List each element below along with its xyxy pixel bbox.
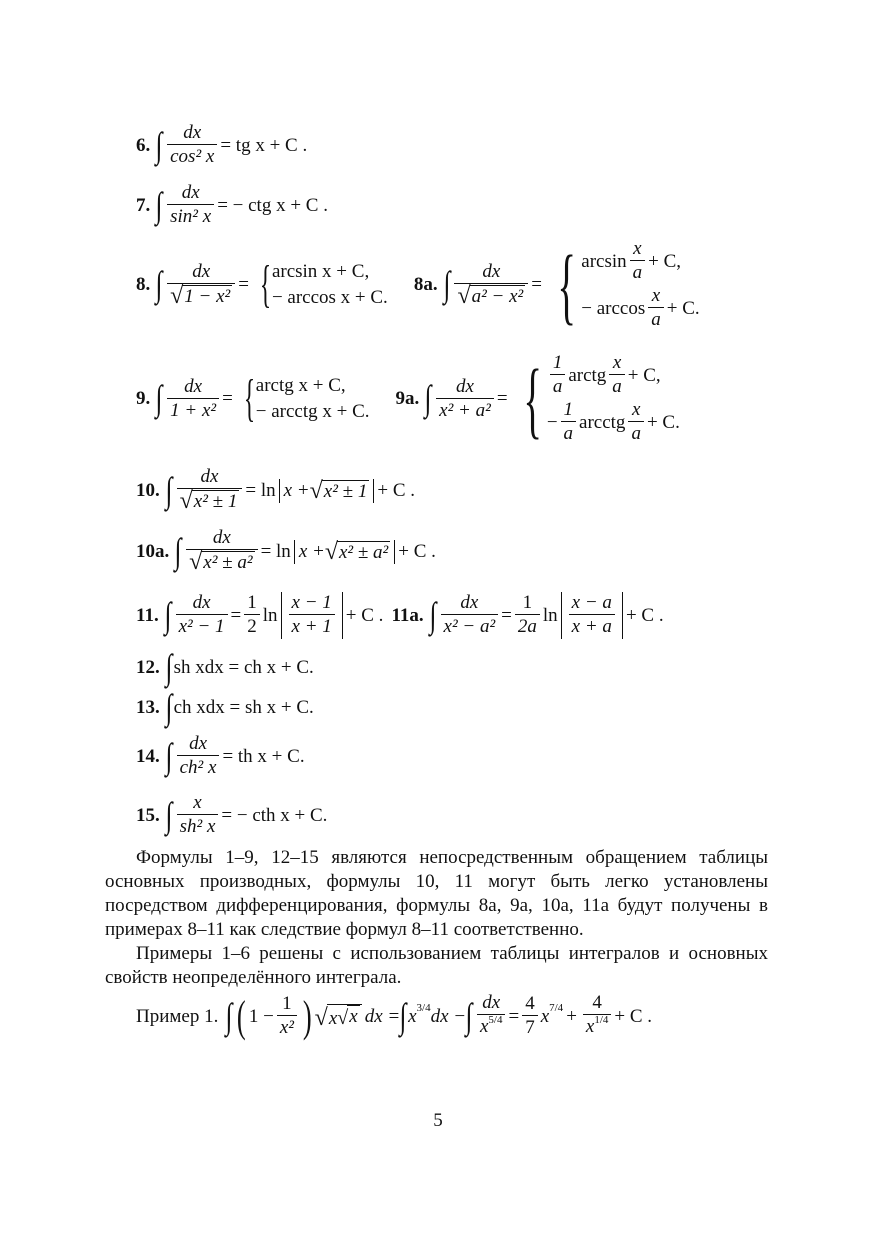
numerator: dx xyxy=(181,182,200,203)
integral-sign: ∫ xyxy=(155,184,163,225)
cases: { arcsin x + C, − arccos x + C. xyxy=(259,256,388,313)
case-line: arcsin x + C, xyxy=(271,261,370,282)
example-1: Пример 1. ∫ ( 1 − $\frac{1}{\text{x²}}$ ) √ x √ x dx = ∫ x 3/4 dx − ∫ $\frac{dx}{x^{5/4}}$ = $\frac{4}{7}$ x 7/4 + $\frac{4}{x^{1/4}}$ + C . xyxy=(136,991,653,1041)
rhs: = − ctg x + C . xyxy=(217,194,328,216)
formula-number: 9. xyxy=(136,388,151,409)
formula-number: 12. xyxy=(136,657,160,678)
formula-10a: 10a. ∫ dx √ x² ± a² = ln x + √ x² ± a² + C . xyxy=(136,527,436,575)
formula-11: 11. ∫ $\frac{dx}{\text{x² − 1}}$ = $\frac{1}{2}$ ln $\frac{x - 1}{x + 1}$ + C . 11a. ∫ $\frac{dx}{\text{x² − a²}}$ = $\frac{1}{2a}$ ln $\frac{x - a}{x + a}$ + C . xyxy=(136,592,664,637)
paragraph-2: Примеры 1–6 решены с использованием таблицы интегралов и основных свойств неопределённого интеграла. xyxy=(105,943,768,988)
formula-15: 15. ∫ $\frac{x}{\text{sh² x}}$ = − cth x + C. xyxy=(136,792,328,837)
formula-number: 14. xyxy=(136,745,160,767)
integral-sign: ∫ xyxy=(155,264,163,304)
formula-number: 7. xyxy=(136,194,151,216)
formula-14: 14. ∫ $\frac{dx}{\text{ch² x}}$ = th x + C. xyxy=(136,733,305,778)
cases: { arcsin $\frac{x}{a}$ + C, − arccos $\frac{x}{a}$ + C. xyxy=(557,237,700,333)
cases: { arctg x + C, − arcctg x + C. xyxy=(243,370,370,427)
denominator: cos² x xyxy=(167,144,217,169)
fraction xyxy=(167,122,217,169)
formula-number: 8. xyxy=(136,274,151,295)
formula-12: 12. ∫ sh xdx = ch x + C. xyxy=(136,647,314,687)
paragraph-1: Формулы 1–9, 12–15 являются непосредственным обращением таблицы основных производных, формулы 10, 11 могут быть легко установлены посредством дифференцирования, формулы 8a, 9a, 10a, 11a будут получены в примерах 8–11 как следствие формул 8–11 соответственно. xyxy=(105,847,768,940)
integral-sign: ∫ xyxy=(155,378,163,418)
formula-number: 15. xyxy=(136,804,160,826)
fraction: $\frac{dx}{\text{1 + x²}}$ xyxy=(167,376,219,423)
formula-number: 10a. xyxy=(136,540,170,562)
formula-number: 8a. xyxy=(413,274,438,295)
formula-number: 6. xyxy=(136,134,151,156)
numerator: dx xyxy=(183,122,202,143)
integral-sign: ∫ xyxy=(155,124,163,165)
example-label: Пример 1. xyxy=(136,1005,219,1027)
denominator: √ 1 − x² xyxy=(167,283,235,310)
integral-sign: ∫ xyxy=(424,378,432,418)
fraction xyxy=(167,182,214,229)
denominator: sin² x xyxy=(167,204,214,229)
formula-number: 10. xyxy=(136,479,160,501)
formula-number: 9a. xyxy=(395,388,420,409)
integral-sign: ∫ xyxy=(443,264,450,304)
formula-13: 13. ∫ ch xdx = sh x + C. xyxy=(136,687,314,727)
page-number: 5 xyxy=(433,1110,443,1131)
case-line: − arccos x + C. xyxy=(271,287,388,308)
formula-number: 13. xyxy=(136,697,160,718)
formula-10: 10. ∫ dx √ x² ± 1 = ln x + √ x² ± 1 + C . xyxy=(136,466,415,514)
formula-9: 9. ∫ $\frac{dx}{\text{1 + x²}}$ = { arctg x + C, − arcctg x + C. 9a. ∫ $\frac{dx}{\text{x² + a²}}$ = { $\frac{1}{a}$ arctg $\frac{x}{a}$ + C, − $\frac{1}{a}$ arcctg $\frac{x}{a}$ + C. xyxy=(136,351,680,447)
fraction: $\frac{dx}{\text{x² + a²}}$ xyxy=(436,376,494,423)
formula-number: 11. xyxy=(136,604,159,626)
formula-7 xyxy=(136,182,328,229)
rhs: = tg x + C . xyxy=(220,134,308,156)
formula-number: 11a. xyxy=(391,604,424,626)
numerator: dx xyxy=(192,260,211,282)
formula-6 xyxy=(136,122,307,169)
fraction xyxy=(167,261,235,310)
fraction: dx √ a² − x² xyxy=(454,261,528,310)
formula-8: 8. ∫ dx √ 1 − x² = { arcsin x + C, − arccos x + C. 8a. ∫ dx √ a² − x² = { arcsin $\frac{x}{a}$ + C, − arccos $\frac{x}{a}$ + C. xyxy=(136,237,700,333)
cases: { $\frac{1}{a}$ arctg $\frac{x}{a}$ + C, − $\frac{1}{a}$ arcctg $\frac{x}{a}$ + C. xyxy=(522,351,680,447)
